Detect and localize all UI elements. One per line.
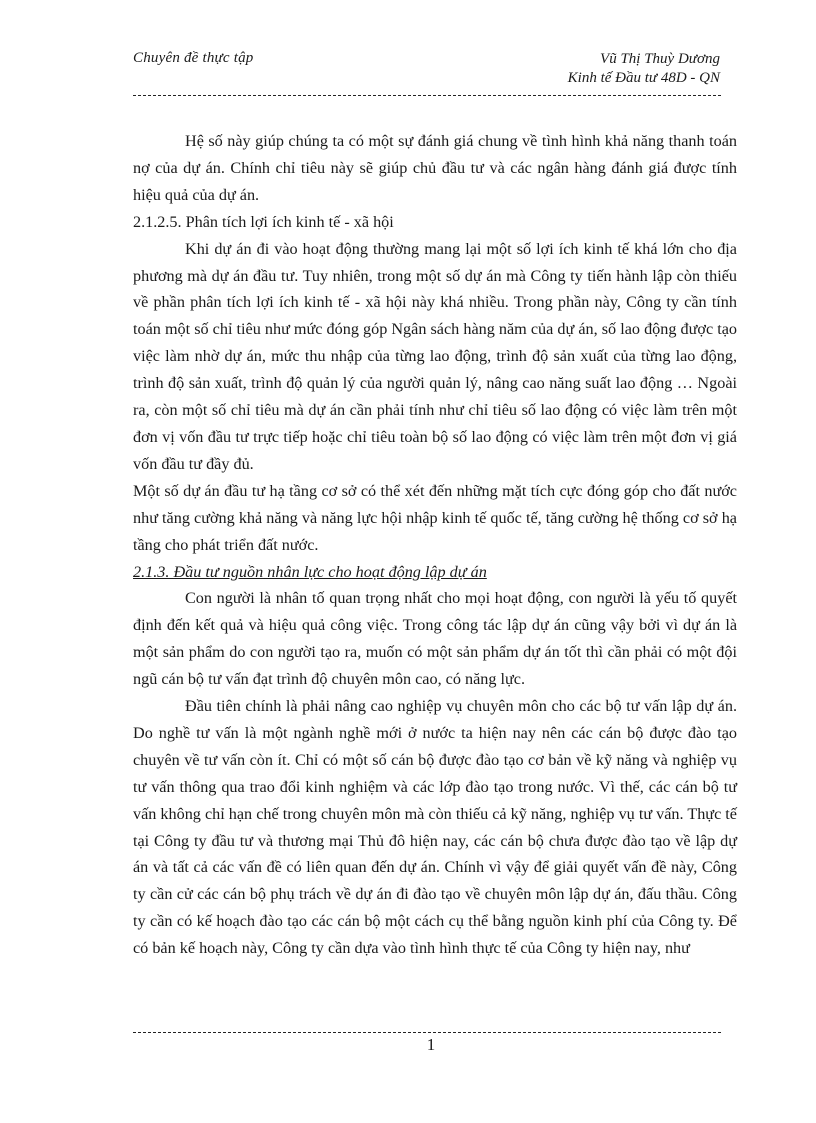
header-author-block bbox=[568, 50, 720, 88]
section-heading-2125: 2.1.2.5. Phân tích lợi ích kinh tế - xã hội bbox=[133, 212, 394, 231]
document-body bbox=[133, 128, 737, 962]
header-course-title: Chuyên đề thực tập bbox=[133, 50, 254, 66]
header-author-class: Kinh tế Đầu tư 48D - QN bbox=[567, 70, 720, 86]
paragraph-infrastructure-projects: Một số dự án đầu tư hạ tầng cơ sở có thể xét đến những mặt tích cực đóng góp cho đất nước như tăng cường khả năng và năng lực hội nhập kinh tế quốc tế, tăng cường hệ thống cơ sở hạ tầng cho phát triển đất nước. bbox=[133, 481, 737, 554]
paragraph-human-factor: Con người là nhân tố quan trọng nhất cho mọi hoạt động, con người là yếu tố quyết định đến kết quả và hiệu quả công việc. Trong công tác lập dự án cũng vậy bởi vì dự án là một sản phẩm do con người tạo ra, muốn có một sản phẩm dự án tốt thì cần phải có một đội ngũ cán bộ tư vấn đạt trình độ chuyên môn cao, có năng lực. bbox=[133, 589, 737, 689]
header-author-name: Vũ Thị Thuỳ Dương bbox=[600, 51, 720, 67]
paragraph-debt-ratio: Hệ số này giúp chúng ta có một sự đánh giá chung về tình hình khả năng thanh toán nợ của dự án. Chính chỉ tiêu này sẽ giúp chủ đầu tư và các ngân hàng đánh giá được tính hiệu quả của dự án. bbox=[133, 132, 737, 204]
footer-divider bbox=[133, 1032, 721, 1033]
section-heading-213: 2.1.3. Đầu tư nguồn nhân lực cho hoạt động lập dự án bbox=[133, 562, 487, 581]
paragraph-training: Đầu tiên chính là phải nâng cao nghiệp vụ chuyên môn cho các bộ tư vấn lập dự án. Do nghề tư vấn là một ngành nghề mới ở nước ta hiện nay nên các cán bộ được đào tạo chuyên về tư vấn còn ít. Chỉ có một số cán bộ được đào tạo cơ bản về kỹ năng và nghiệp vụ tư vấn thông qua trao đổi kinh nghiệm và các lớp đào tạo trong nước. Vì thế, các cán bộ tư vấn không chỉ hạn chế trong chuyên môn mà còn thiếu cả kỹ năng, nghiệp vụ tư vấn. Thực tế tại Công ty đầu tư và thương mại Thủ đô hiện nay, các cán bộ chưa được đào tạo về lập dự án và tất cả các vấn đề có liên quan đến dự án. Chính vì vậy để giải quyết vấn đề này, Công ty cần cử các cán bộ phụ trách về dự án đi đào tạo về chuyên môn lập dự án, đấu thầu. Công ty cần có kế hoạch đào tạo các cán bộ một cách cụ thể bằng nguồn kinh phí của Công ty. Để có bản kế hoạch này, Công ty cần dựa vào tình hình thực tế của Công ty hiện nay, như bbox=[133, 697, 737, 958]
paragraph-socioeconomic-benefit: Khi dự án đi vào hoạt động thường mang lại một số lợi ích kinh tế khá lớn cho địa phương mà dự án đầu tư. Tuy nhiên, trong một số dự án mà Công ty tiến hành lập còn thiếu về phần phân tích lợi ích kinh tế - xã hội này khá nhiều. Trong phần này, Công ty cần tính toán một số chỉ tiêu như mức đóng góp Ngân sách hàng năm của dự án, số lao động được tạo việc làm nhờ dự án, mức thu nhập của từng lao động, trình độ sản xuất của từng lao động, trình độ sản xuất, trình độ quản lý của người quản lý, nâng cao năng suất lao động … Ngoài ra, còn một số chỉ tiêu mà dự án cần phải tính như chỉ tiêu số lao động có việc làm trên một đơn vị vốn đầu tư trực tiếp hoặc chỉ tiêu toàn bộ số lao động có việc làm trên một đơn vị giá vốn đầu tư đầy đủ. bbox=[133, 239, 737, 473]
header-divider bbox=[133, 95, 721, 96]
page-number: 1 bbox=[426, 1035, 436, 1054]
